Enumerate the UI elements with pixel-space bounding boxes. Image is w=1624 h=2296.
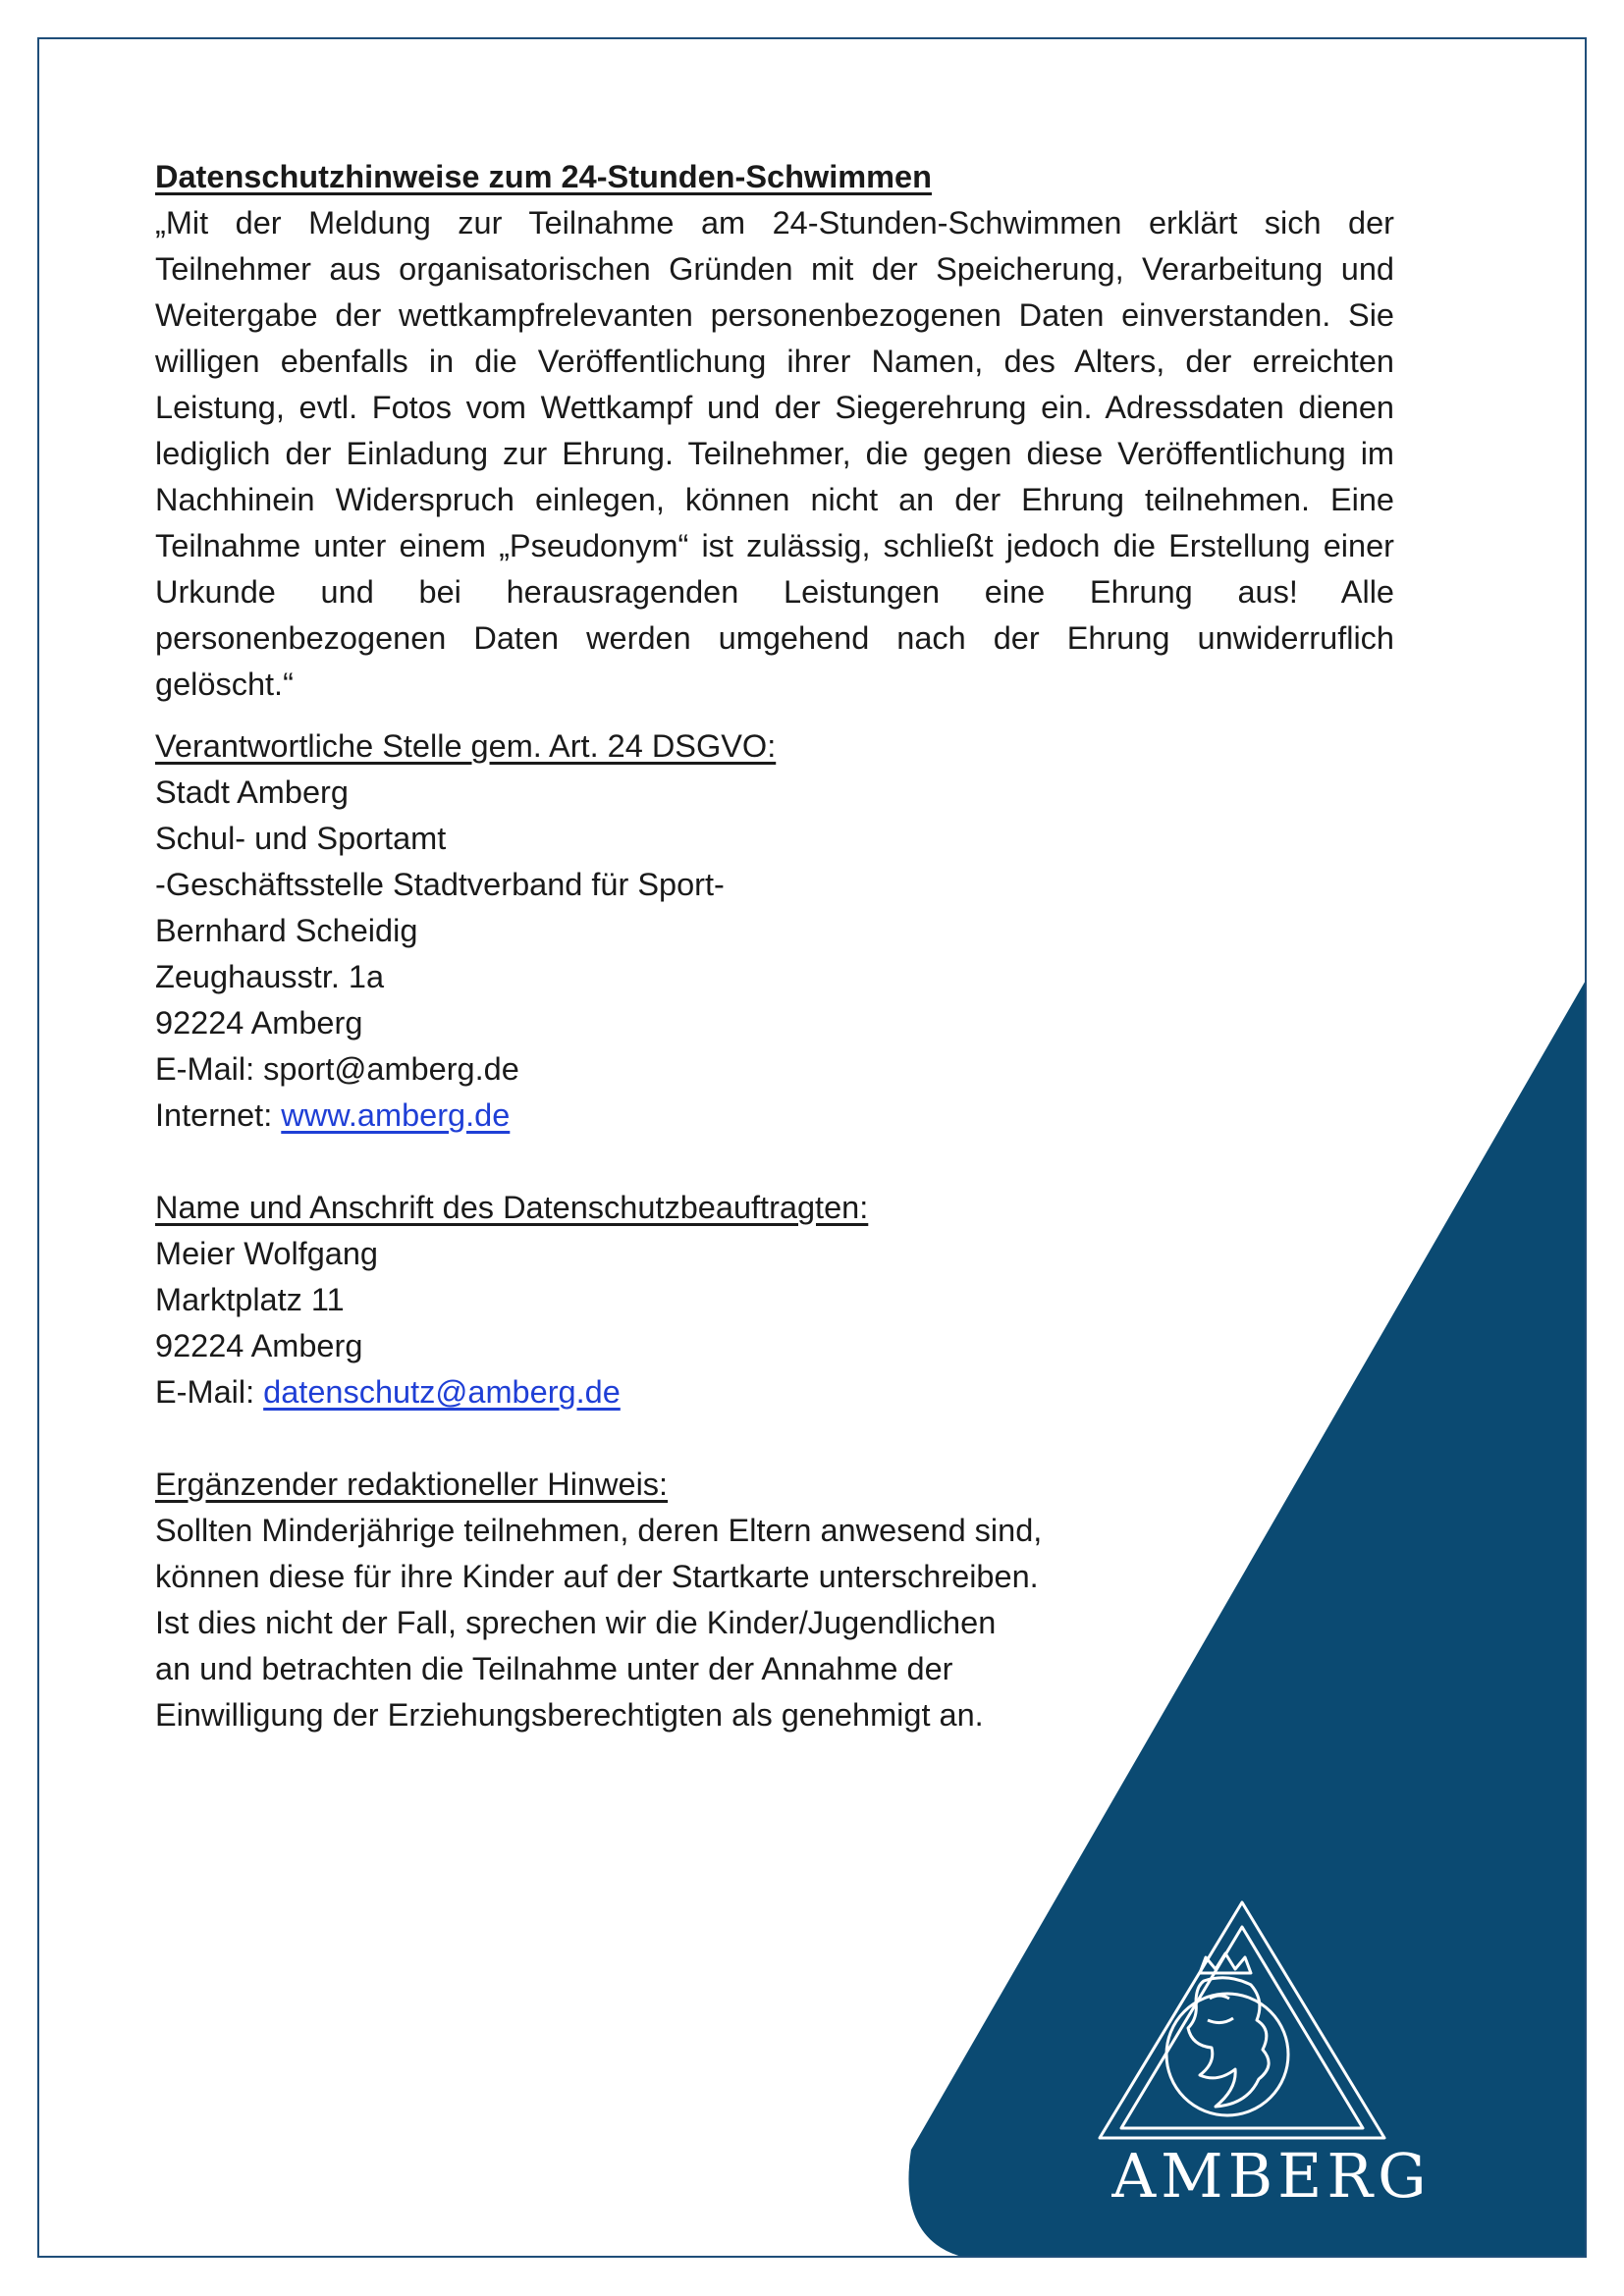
dpo-line: Marktplatz 11 bbox=[155, 1282, 345, 1317]
responsible-line: Schul- und Sportamt bbox=[155, 821, 447, 856]
responsible-line: Zeughausstr. 1a bbox=[155, 959, 385, 994]
responsible-line: 92224 Amberg bbox=[155, 1005, 363, 1041]
dpo-heading: Name und Anschrift des Datenschutzbeauftragten: bbox=[155, 1190, 869, 1225]
notice-title: Datenschutzhinweise zum 24-Stunden-Schwimmen bbox=[155, 159, 932, 194]
editorial-line: Ist dies nicht der Fall, sprechen wir die Kinder/Jugendlichen bbox=[155, 1605, 997, 1640]
amberg-wordmark: AMBERG bbox=[1111, 2140, 1432, 2212]
dpo-line: 92224 Amberg bbox=[155, 1328, 363, 1363]
dpo-email-link[interactable]: datenschutz@amberg.de bbox=[263, 1374, 621, 1410]
internet-label: Internet: bbox=[155, 1097, 282, 1133]
website-link[interactable]: www.amberg.de bbox=[281, 1097, 511, 1133]
editorial-line: an und betrachten die Teilnahme unter der Annahme der bbox=[155, 1651, 953, 1686]
notice-body: „Mit der Meldung zur Teilnahme am 24-Stunden-Schwimmen erklärt sich der Teilnehmer aus organisatorischen Gründen mit der Speicherung, Verarbeitung und Weitergabe der wettkampfrelevanten personenbezogenen Daten einverstanden. Sie willigen ebenfalls in die Veröffentlichung ihrer Namen, des Alters, der erreichten Leistung, evtl. Fotos vom Wettkampf und der Siegerehrung ein. Adressdaten dienen lediglich der Einladung zur Ehrung. Teilnehmer, die gegen diese Veröffentlichung im Nachhinein Widerspruch einlegen, können nicht an der Ehrung teilnehmen. Eine Teilnahme unter einem „Pseudonym“ ist zulässig, schließt jedoch die Erstellung einer Urkunde und bei herausragenden Leistungen eine Ehrung aus! Alle personenbezogenen Daten werden umgehend nach der Ehrung unwiderruflich gelöscht.“ bbox=[155, 205, 1394, 702]
dpo-line: Meier Wolfgang bbox=[155, 1236, 379, 1271]
responsible-email: E-Mail: sport@amberg.de bbox=[155, 1051, 519, 1087]
responsible-line: Bernhard Scheidig bbox=[155, 913, 418, 948]
responsible-line: Stadt Amberg bbox=[155, 774, 349, 810]
responsible-line: -Geschäftsstelle Stadtverband für Sport- bbox=[155, 867, 725, 902]
dpo-email-row bbox=[155, 1369, 1394, 1415]
responsible-internet-row bbox=[155, 1093, 1394, 1139]
document-content bbox=[155, 154, 1394, 1738]
editorial-line: Sollten Minderjährige teilnehmen, deren Eltern anwesend sind, bbox=[155, 1513, 1043, 1548]
dpo-email-label: E-Mail: bbox=[155, 1374, 264, 1410]
editorial-heading: Ergänzender redaktioneller Hinweis: bbox=[155, 1467, 669, 1502]
editorial-line: Einwilligung der Erziehungsberechtigten als genehmigt an. bbox=[155, 1697, 984, 1733]
editorial-line: können diese für ihre Kinder auf der Startkarte unterschreiben. bbox=[155, 1559, 1039, 1594]
responsible-heading: Verantwortliche Stelle gem. Art. 24 DSGVO: bbox=[155, 728, 777, 764]
